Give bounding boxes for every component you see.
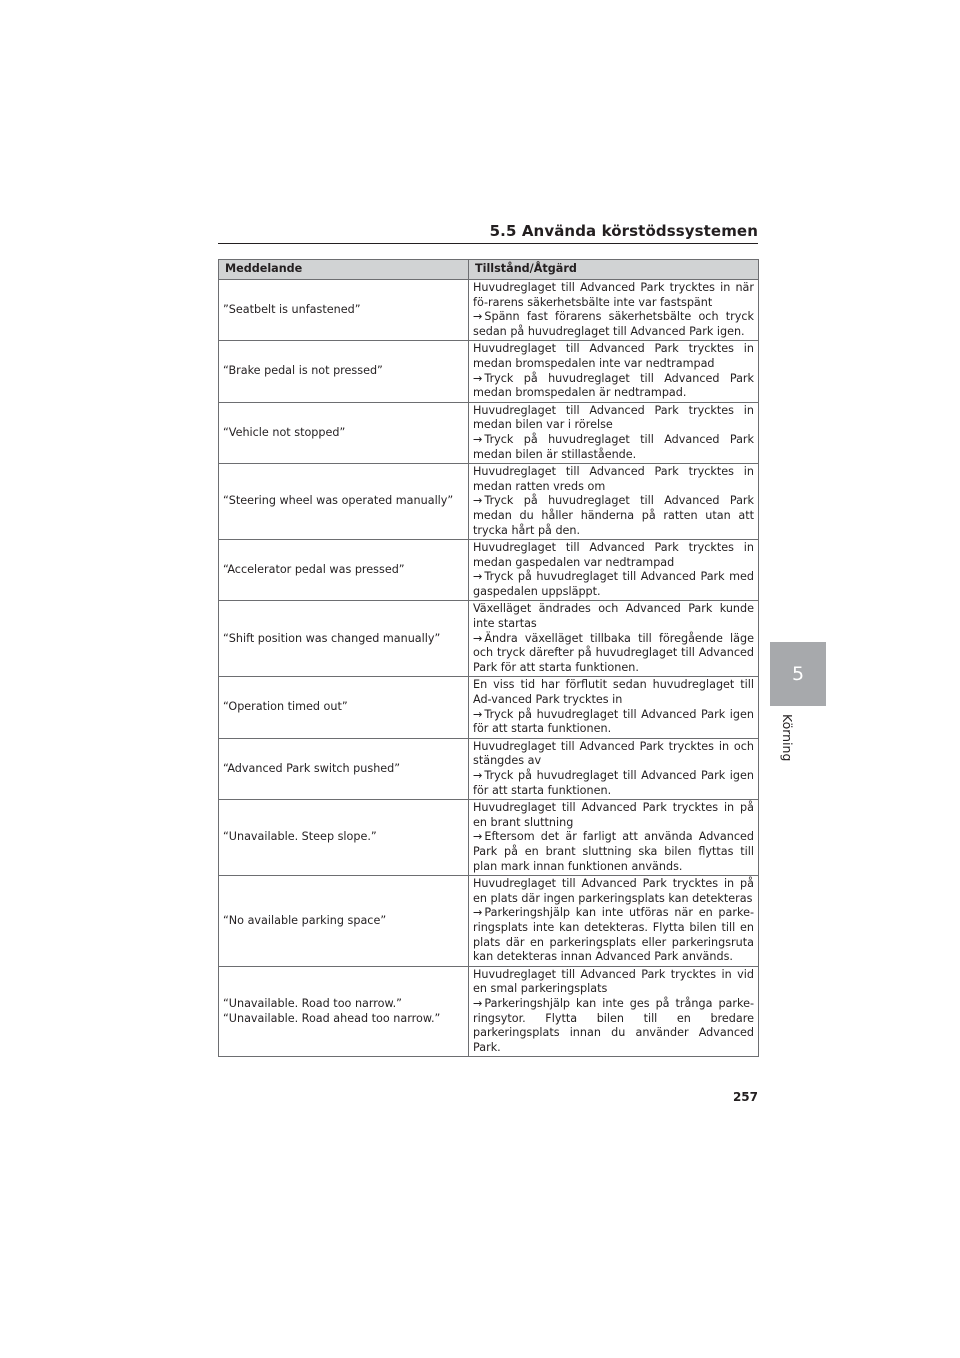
action-label: Tryck på huvudreglaget till Advanced Park medan bilen är stillastående. bbox=[473, 432, 754, 461]
action-text bbox=[473, 494, 754, 538]
condition-action-cell bbox=[469, 738, 759, 799]
message-cell: “Brake pedal is not pressed” bbox=[219, 341, 469, 402]
arrow-right-icon: → bbox=[473, 570, 483, 584]
condition-action-cell bbox=[469, 601, 759, 677]
arrow-right-icon: → bbox=[473, 371, 483, 385]
action-text bbox=[473, 830, 754, 874]
chapter-label: Körning bbox=[780, 714, 795, 762]
condition-action-cell bbox=[469, 677, 759, 738]
condition-text: Huvudreglaget till Advanced Park trycktes in på en brant sluttning bbox=[473, 801, 754, 829]
table-row bbox=[219, 402, 759, 463]
table-row bbox=[219, 601, 759, 677]
condition-text: Huvudreglaget till Advanced Park trycktes in medan ratten vreds om bbox=[473, 465, 754, 493]
arrow-right-icon: → bbox=[473, 707, 483, 721]
table-row bbox=[219, 540, 759, 601]
condition-action-cell bbox=[469, 402, 759, 463]
action-label: Spänn fast förarens säkerhetsbälte och tryck sedan på huvudreglaget till Advanced Park igen. bbox=[473, 310, 754, 338]
message-cell: “No available parking space” bbox=[219, 876, 469, 967]
condition-text: Huvudreglaget till Advanced Park trycktes in när fö-rarens säkerhetsbälte inte var fastspänt bbox=[473, 281, 754, 309]
condition-text: Huvudreglaget till Advanced Park trycktes in på en plats där ingen parkeringsplats kan detekteras bbox=[473, 877, 754, 905]
arrow-right-icon: → bbox=[473, 996, 483, 1010]
message-cell: “Advanced Park switch pushed” bbox=[219, 738, 469, 799]
message-cell: “Unavailable. Steep slope.” bbox=[219, 800, 469, 876]
message-cell: “Vehicle not stopped” bbox=[219, 402, 469, 463]
action-label: Eftersom det är farligt att använda Advanced Park på en brant sluttning ska bilen flyttas till plan mark innan funktionen används. bbox=[473, 830, 754, 873]
table-row bbox=[219, 464, 759, 540]
message-cell: “Operation timed out” bbox=[219, 677, 469, 738]
action-text bbox=[473, 906, 754, 964]
message-cell: “Steering wheel was operated manually” bbox=[219, 464, 469, 540]
condition-action-cell bbox=[469, 540, 759, 601]
condition-action-cell bbox=[469, 800, 759, 876]
arrow-right-icon: → bbox=[473, 830, 483, 844]
arrow-right-icon: → bbox=[473, 631, 483, 645]
action-label: Tryck på huvudreglaget till Advanced Park medan du håller händerna på ratten utan att trycka hårt på den. bbox=[473, 494, 754, 537]
chapter-number: 5 bbox=[791, 663, 805, 685]
condition-action-cell bbox=[469, 876, 759, 967]
message-table bbox=[218, 259, 759, 1057]
arrow-right-icon: → bbox=[473, 769, 483, 782]
table-row bbox=[219, 341, 759, 402]
condition-text: Huvudreglaget till Advanced Park trycktes in vid en smal parkeringsplats bbox=[473, 967, 754, 996]
action-text bbox=[473, 632, 754, 676]
action-text bbox=[473, 570, 754, 599]
action-label: Tryck på huvudreglaget till Advanced Park igen för att starta funktionen. bbox=[473, 707, 754, 736]
action-label: Tryck på huvudreglaget till Advanced Park med gaspedalen uppsläppt. bbox=[473, 570, 754, 598]
action-text bbox=[473, 997, 754, 1055]
action-text bbox=[473, 433, 754, 462]
table-row bbox=[219, 280, 759, 341]
chapter-tab bbox=[770, 642, 826, 706]
condition-action-cell bbox=[469, 966, 759, 1057]
message-cell: “Unavailable. Road too narrow.” “Unavailable. Road ahead too narrow.” bbox=[219, 966, 469, 1057]
table-row bbox=[219, 677, 759, 738]
message-cell: “Shift position was changed manually” bbox=[219, 601, 469, 677]
arrow-right-icon: → bbox=[473, 494, 483, 508]
action-label: Parkeringshjälp kan inte utföras när en parke-ringsplats inte kan detekteras. Flytta bilen till en plats där en parkeringsplats eller parkeringsruta kan detekteras innan Advanced Park används. bbox=[473, 906, 754, 964]
arrow-right-icon: → bbox=[473, 906, 483, 920]
table-row bbox=[219, 800, 759, 876]
page-number: 257 bbox=[732, 1090, 758, 1104]
action-text bbox=[473, 310, 754, 339]
arrow-right-icon: → bbox=[473, 310, 483, 324]
table-row bbox=[219, 966, 759, 1057]
condition-text: Huvudreglaget till Advanced Park trycktes in medan gaspedalen var nedtrampad bbox=[473, 541, 754, 569]
message-cell: “Accelerator pedal was pressed” bbox=[219, 540, 469, 601]
section-title: 5.5 Använda körstödssystemen bbox=[489, 222, 758, 240]
action-label: Ändra växelläget tillbaka till föregående läge och tryck därefter på huvudreglaget till Advanced Park för att starta funktionen. bbox=[473, 631, 754, 674]
condition-action-cell bbox=[469, 341, 759, 402]
action-text bbox=[473, 708, 754, 737]
action-label: Tryck på huvudreglaget till Advanced Park medan bromspedalen är nedtrampad. bbox=[473, 371, 754, 400]
action-text bbox=[473, 769, 754, 798]
condition-text: Växelläget ändrades och Advanced Park kunde inte startas bbox=[473, 602, 754, 631]
table-row bbox=[219, 876, 759, 967]
action-label: Parkeringshjälp kan inte ges på trånga parke-ringsytor. Flytta bilen till en bredare parkeringsplats innan du använder Advanced Park. bbox=[473, 996, 754, 1054]
condition-action-cell bbox=[469, 280, 759, 341]
condition-text: Huvudreglaget till Advanced Park trycktes in och stängdes av bbox=[473, 739, 754, 768]
message-cell: ”Seatbelt is unfastened” bbox=[219, 280, 469, 341]
condition-text: Huvudreglaget till Advanced Park trycktes in medan bromspedalen inte var nedtrampad bbox=[473, 342, 754, 370]
table-row bbox=[219, 738, 759, 799]
column-header-condition-action: Tillstånd/Åtgärd bbox=[469, 260, 759, 280]
column-header-message: Meddelande bbox=[219, 260, 469, 280]
condition-text: Huvudreglaget till Advanced Park trycktes in medan bilen var i rörelse bbox=[473, 403, 754, 432]
action-label: Tryck på huvudreglaget till Advanced Park igen för att starta funktionen. bbox=[473, 769, 754, 797]
header-rule bbox=[218, 243, 758, 244]
condition-action-cell bbox=[469, 464, 759, 540]
condition-text: En viss tid har förflutit sedan huvudreglaget till Ad-vanced Park trycktes in bbox=[473, 678, 754, 707]
table-header-row bbox=[219, 260, 759, 280]
action-text bbox=[473, 372, 754, 401]
arrow-right-icon: → bbox=[473, 432, 483, 446]
